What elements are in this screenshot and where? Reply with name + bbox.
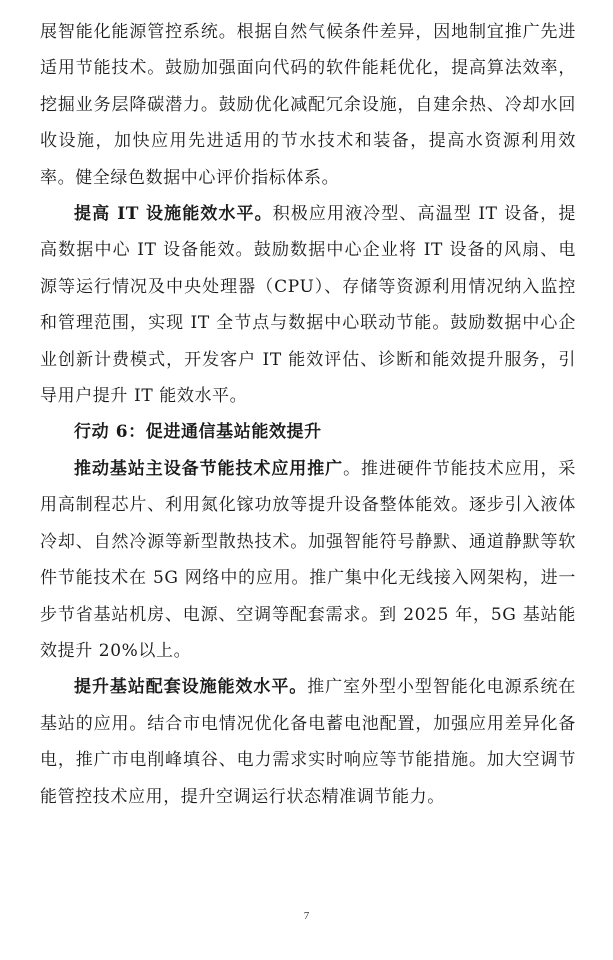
body-paragraph xyxy=(40,669,576,815)
section-heading: 行动 6：促进通信基站能效提升 xyxy=(74,422,322,443)
body-paragraph xyxy=(40,451,576,669)
body-paragraph xyxy=(40,14,576,196)
paragraph-text: 推广室外型小型智能化电源系统在基站的应用。结合市电情况优化备电蓄电池配置，加强应用差异化备电，推广市电削峰填谷、电力需求实时响应等节能措施。加大空调节能管控技术应用，提升空调运行状态精准调节能力。 xyxy=(40,677,576,807)
paragraph-text: 积极应用液冷型、高温型 IT 设备，提高数据中心 IT 设备能效。鼓励数据中心企业将 IT 设备的风扇、电源等运行情况及中央处理器（CPU）、存储等资源利用情况纳入监控和管理范围，实现 IT 全节点与数据中心联动节能。鼓励数据中心企业创新计费模式，开发客户 IT 能效评估、诊断和能效提升服务，引导用户提升 IT 能效水平。 xyxy=(40,204,576,407)
paragraph-lead: 提升基站配套设施能效水平。 xyxy=(74,677,308,698)
paragraph-text: 展智能化能源管控系统。根据自然气候条件差异，因地制宜推广先进适用节能技术。鼓励加强面向代码的软件能耗优化，提高算法效率，挖掘业务层降碳潜力。鼓励优化减配冗余设施，自建余热、冷却水回收设施，加快应用先进适用的节水技术和装备，提高水资源利用效率。健全绿色数据中心评价指标体系。 xyxy=(40,22,576,188)
page-number: 7 xyxy=(303,910,310,922)
document-body xyxy=(40,14,576,815)
paragraph-text: 。推进硬件节能技术应用，采用高制程芯片、利用氮化镓功放等提升设备整体能效。逐步引入液体冷却、自然冷源等新型散热技术。加强智能符号静默、通道静默等软件节能技术在 5G 网络中的应用。推广集中化无线接入网架构，进一步节省基站机房、电源、空调等配套需求。到 2025 年，5G 基站能效提升 20%以上。 xyxy=(40,458,576,661)
body-paragraph xyxy=(40,196,576,414)
paragraph-lead: 推动基站主设备节能技术应用推广 xyxy=(74,458,344,479)
paragraph-lead: 提高 IT 设施能效水平。 xyxy=(74,204,273,225)
